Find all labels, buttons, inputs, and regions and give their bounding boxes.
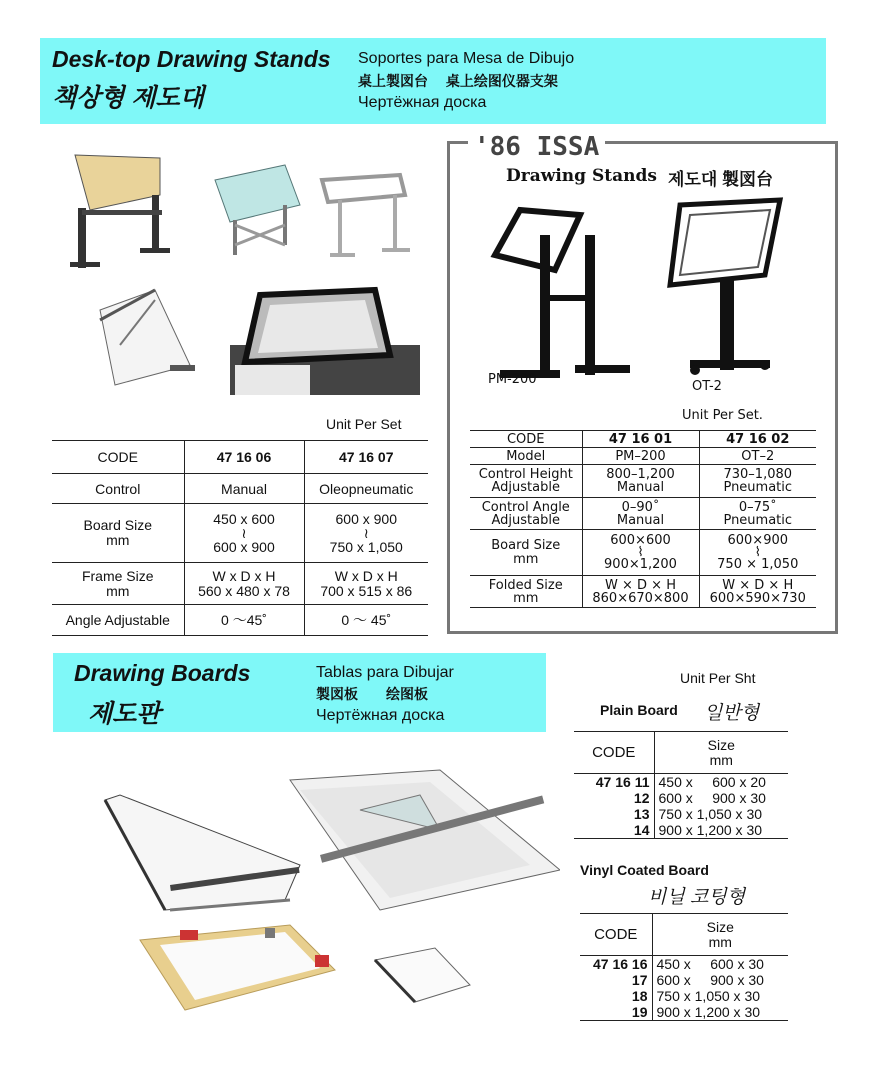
boards-title-ko: 제도판 xyxy=(88,700,161,728)
issa-row-c2: 600×900 ⌇ 750 × 1,050 xyxy=(699,530,816,576)
vinyl-header-size: Size mm xyxy=(652,914,788,956)
plain-row-size: 600 x 900 x 30 xyxy=(658,790,766,806)
black-stand-image xyxy=(230,290,420,395)
issa-badge: '86 ISSA xyxy=(468,132,605,162)
issa-spec-table xyxy=(470,430,816,608)
issa-row-c2: 0–75˚ Pneumatic xyxy=(699,498,816,530)
stands-header-code: CODE xyxy=(52,441,184,474)
frame-stand-image xyxy=(322,175,410,255)
boards-title-en: Drawing Boards xyxy=(74,660,251,686)
stands-row-c2: W x D x H 700 x 515 x 86 xyxy=(304,563,428,605)
issa-title: Drawing Stands xyxy=(506,166,657,186)
stands-subtitle-cn: 桌上製図台 桌上绘图仪器支架 xyxy=(358,73,558,89)
stands-row-c2: Oleopneumatic xyxy=(304,474,428,504)
stands-header-c1: 47 16 06 xyxy=(184,441,304,474)
stands-row-label: Board Size mm xyxy=(52,504,184,563)
issa-row-c1: PM–200 xyxy=(582,448,699,465)
issa-row-label: Control Height Adjustable xyxy=(470,465,582,498)
stands-header-c2: 47 16 07 xyxy=(304,441,428,474)
vinyl-row-size: 600 x 900 x 30 xyxy=(656,972,764,988)
plain-row-code: 47 16 11 xyxy=(574,774,654,791)
wood-table-image xyxy=(70,155,170,268)
plain-row-code: 12 xyxy=(574,790,654,806)
ot2-image xyxy=(670,200,780,375)
vinyl-board-title-ko: 비닐 코팅형 xyxy=(648,887,746,908)
stands-row-c1: Manual xyxy=(184,474,304,504)
stands-row-c2: 0 ～ 45˚ xyxy=(304,605,428,636)
board-photos xyxy=(90,760,560,1020)
issa-header-c1: 47 16 01 xyxy=(582,431,699,448)
stands-row-c1: W x D x H 560 x 480 x 78 xyxy=(184,563,304,605)
issa-row-c1: 0–90˚ Manual xyxy=(582,498,699,530)
plain-header-code: CODE xyxy=(574,732,654,774)
stands-row-c2: 600 x 900 ≀ 750 x 1,050 xyxy=(304,504,428,563)
stands-row-c1: 450 x 600 ≀ 600 x 900 xyxy=(184,504,304,563)
small-white-board-image xyxy=(375,948,470,1002)
vinyl-header-code: CODE xyxy=(580,914,652,956)
plain-row-size: 750 x 1,050 x 30 xyxy=(658,806,763,822)
plain-row-size: 900 x 1,200 x 30 xyxy=(654,822,788,839)
boards-subtitle-cn: 製図板 绘图板 xyxy=(316,686,428,702)
wood-board-with-clip-image xyxy=(140,925,335,1010)
vinyl-row-size: 900 x 1,200 x 30 xyxy=(652,1004,788,1021)
plain-board-title-ko: 일반형 xyxy=(704,703,760,724)
issa-row-c1: 600×600 ⌇ 900×1,200 xyxy=(582,530,699,576)
vinyl-row-code: 47 16 16 xyxy=(580,956,652,973)
stands-row-label: Control xyxy=(52,474,184,504)
issa-row-label: Folded Size mm xyxy=(470,576,582,608)
glass-stand-image xyxy=(215,165,300,255)
pm200-image xyxy=(495,210,630,378)
issa-row-label: Control Angle Adjustable xyxy=(470,498,582,530)
drafting-board-with-ruler-image xyxy=(290,770,560,910)
stand-photos xyxy=(60,150,420,395)
issa-row-c2: OT–2 xyxy=(699,448,816,465)
plain-board-table xyxy=(574,731,788,839)
plain-row-size: 450 x 600 x 20 xyxy=(658,774,766,790)
issa-label-right: OT-2 xyxy=(692,379,722,394)
issa-row-c2: W × D × H 600×590×730 xyxy=(699,576,816,608)
stands-unit-label: Unit Per Set xyxy=(326,416,402,432)
vinyl-board-title: Vinyl Coated Board xyxy=(580,862,709,878)
stands-title-ko: 책상형 제도대 xyxy=(52,84,204,112)
plain-header-size: Size mm xyxy=(654,732,788,774)
vinyl-row-size: 750 x 1,050 x 30 xyxy=(656,988,761,1004)
stands-subtitle-es: Soportes para Mesa de Dibujo xyxy=(358,50,575,67)
portable-board-image xyxy=(100,290,195,385)
boards-unit-label: Unit Per Sht xyxy=(680,670,756,686)
issa-row-label: Board Size mm xyxy=(470,530,582,576)
boards-subtitle-ru: Чертёжная доска xyxy=(316,707,445,724)
vinyl-row-code: 19 xyxy=(580,1004,652,1021)
stands-subtitle-ru: Чертёжная доска xyxy=(358,94,487,111)
portable-drawing-board-image xyxy=(105,795,300,910)
issa-row-c1: W × D × H 860×670×800 xyxy=(582,576,699,608)
plain-board-title: Plain Board xyxy=(600,702,678,718)
issa-title-asian: 제도대 製図台 xyxy=(668,170,773,189)
plain-row-code: 14 xyxy=(574,822,654,839)
vinyl-board-table xyxy=(580,913,788,1021)
stands-row-label: Angle Adjustable xyxy=(52,605,184,636)
issa-stand-drawings xyxy=(480,195,800,395)
issa-row-c2: 730–1,080 Pneumatic xyxy=(699,465,816,498)
plain-row-code: 13 xyxy=(574,806,654,822)
issa-row-c1: 800–1,200 Manual xyxy=(582,465,699,498)
stands-title-en: Desk-top Drawing Stands xyxy=(52,46,331,72)
stands-spec-table xyxy=(52,440,428,636)
issa-unit-label: Unit Per Set. xyxy=(682,408,763,423)
vinyl-row-code: 18 xyxy=(580,988,652,1004)
vinyl-row-code: 17 xyxy=(580,972,652,988)
issa-label-left: PM-200 xyxy=(488,372,537,387)
issa-header-code: CODE xyxy=(470,431,582,448)
vinyl-row-size: 450 x 600 x 30 xyxy=(656,956,764,972)
issa-row-label: Model xyxy=(470,448,582,465)
stands-row-label: Frame Size mm xyxy=(52,563,184,605)
stands-row-c1: 0 ～45˚ xyxy=(184,605,304,636)
issa-header-c2: 47 16 02 xyxy=(699,431,816,448)
boards-subtitle-es: Tablas para Dibujar xyxy=(316,664,454,681)
